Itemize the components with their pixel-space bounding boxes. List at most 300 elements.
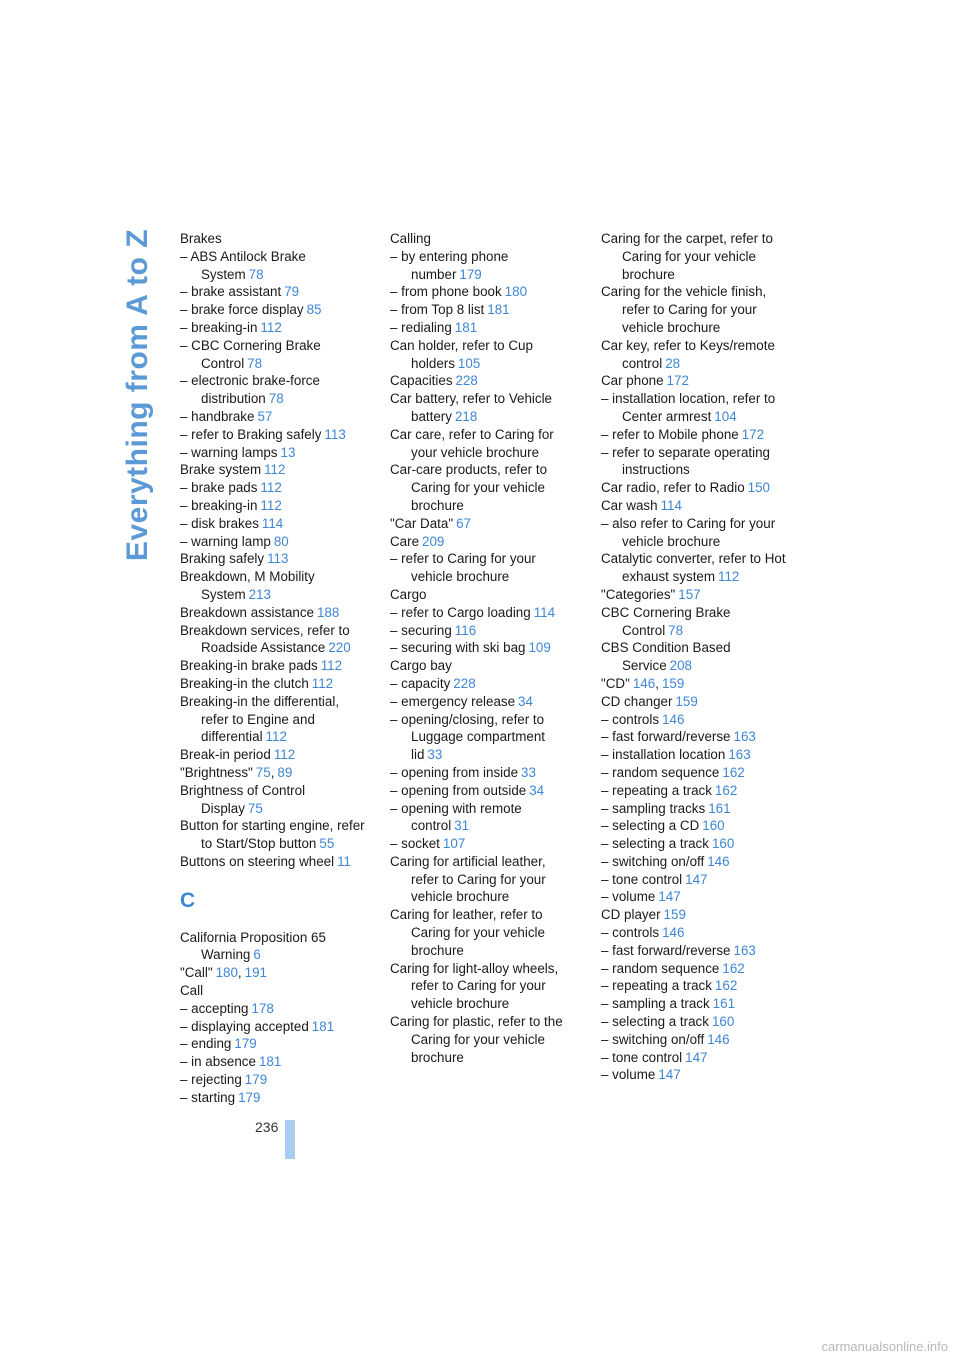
page-reference-link[interactable]: 228: [455, 373, 478, 389]
index-entry-text: – sampling tracks: [601, 800, 706, 816]
page-reference-link[interactable]: 159: [663, 907, 686, 923]
index-entry: [390, 800, 576, 836]
page-reference-link[interactable]: 55: [319, 836, 335, 852]
index-entry-text: – refer to Mobile phone: [601, 426, 739, 442]
index-entry-text: Car care, refer to Caring for your vehicle brochure: [390, 426, 554, 460]
index-entry: [390, 711, 576, 764]
index-entry-text: Call: [180, 983, 204, 999]
index-entry: [390, 372, 576, 390]
index-entry: [390, 764, 576, 782]
page-reference-link[interactable]: 79: [284, 284, 300, 300]
index-entry: [601, 942, 787, 960]
page-reference-link[interactable]: 114: [533, 604, 556, 620]
index-entry-text: Breakdown, M Mobility System: [180, 569, 315, 602]
index-entry: [180, 550, 366, 568]
page-reference-link[interactable]: 31: [454, 818, 470, 834]
index-entry: [180, 817, 366, 853]
index-entry-text: Breaking-in brake pads: [180, 658, 318, 674]
index-entry: [601, 230, 787, 283]
index-entry: [601, 746, 787, 764]
index-entry-text: – fast forward/reverse: [601, 729, 731, 745]
page-reference-link[interactable]: 209: [422, 533, 445, 549]
index-entry-text: – breaking-in: [180, 319, 258, 335]
index-entry: [180, 461, 366, 479]
index-entry: [601, 604, 787, 640]
index-column-1: [180, 230, 366, 1107]
index-entry-text: Car key, refer to Keys/remote control: [601, 337, 775, 371]
index-entry: [601, 1049, 787, 1067]
index-entry: [390, 533, 576, 551]
index-entry-text: – opening/closing, refer to Luggage compartment lid: [390, 711, 545, 763]
index-entry: [180, 479, 366, 497]
index-entry-text: Capacities: [390, 373, 453, 389]
index-entry: [601, 639, 787, 675]
index-entry: [390, 960, 576, 1013]
index-entry-text: – starting: [180, 1089, 236, 1105]
page-reference-link[interactable]: 107: [442, 836, 466, 852]
page-reference-link[interactable]: 179: [459, 266, 482, 282]
index-entry-text: – handbrake: [180, 408, 255, 424]
page-reference-link[interactable]: 179: [234, 1036, 257, 1052]
index-entry-text: – by entering phone number: [390, 248, 509, 282]
page-reference-link[interactable]: 162: [714, 978, 738, 994]
page-ref-separator: ,: [237, 965, 242, 981]
index-entry: [180, 853, 366, 871]
page-reference-link[interactable]: 89: [277, 764, 293, 780]
page-reference-link[interactable]: 147: [658, 1067, 681, 1083]
index-entry: [180, 319, 366, 337]
page-reference-link[interactable]: 146: [632, 675, 656, 691]
index-entry: [601, 1013, 787, 1031]
page-reference-link[interactable]: 146: [662, 925, 685, 941]
page-reference-link[interactable]: 159: [675, 693, 698, 709]
page-reference-link[interactable]: 6: [253, 947, 261, 963]
index-entry-text: Brightness of Control Display: [180, 782, 306, 816]
index-entry: [180, 1000, 366, 1018]
index-entry: [180, 693, 366, 746]
index-entry-text: – tone control: [601, 1049, 683, 1065]
index-entry-text: Buttons on steering wheel: [180, 853, 335, 869]
index-entry: [601, 497, 787, 515]
index-entry: [390, 657, 576, 675]
page-reference-link[interactable]: 78: [268, 391, 284, 407]
index-entry: [390, 426, 576, 462]
page-reference-link[interactable]: 78: [247, 355, 263, 371]
index-entry: [180, 515, 366, 533]
page-reference-link[interactable]: 188: [316, 604, 340, 620]
index-entry-text: – controls: [601, 925, 660, 941]
index-entry-text: Calling: [390, 231, 431, 246]
index-entry: [601, 711, 787, 729]
page-reference-link[interactable]: 180: [215, 965, 238, 981]
index-entry-text: CD changer: [601, 693, 673, 709]
index-entry-text: – refer to Caring for your vehicle brochure: [390, 551, 536, 585]
page-reference-link[interactable]: 181: [487, 302, 510, 318]
index-entry: [180, 929, 366, 965]
index-entry: [180, 964, 366, 982]
index-entry-text: "Brightness": [180, 764, 253, 780]
index-entry-text: Breaking-in the differential, refer to Engine and differential: [180, 693, 340, 745]
page-ref-separator: ,: [655, 675, 659, 691]
index-entry-text: – CBC Cornering Brake Control: [180, 337, 321, 371]
page-reference-link[interactable]: 146: [707, 1031, 730, 1047]
page-reference-link[interactable]: 113: [324, 426, 346, 442]
page-reference-link[interactable]: 80: [273, 533, 289, 549]
index-entry: [601, 871, 787, 889]
page-reference-link[interactable]: 160: [711, 836, 735, 852]
index-entry-text: – rejecting: [180, 1072, 242, 1088]
index-entry: [601, 515, 787, 551]
index-entry-text: – controls: [601, 711, 660, 727]
index-entry-text: Cargo: [390, 586, 427, 602]
index-entry: [180, 782, 366, 818]
page-reference-link[interactable]: 104: [714, 408, 737, 424]
index-entry: [601, 283, 787, 336]
page-ref-separator: ,: [270, 764, 275, 780]
index-entry-text: – installation location: [601, 747, 726, 763]
page-reference-link[interactable]: 228: [453, 675, 476, 691]
index-entry-text: – from phone book: [390, 284, 502, 300]
index-entry-text: Cargo bay: [390, 658, 452, 674]
page-reference-link[interactable]: 78: [668, 622, 684, 638]
index-entry: [601, 853, 787, 871]
index-entry: [180, 622, 366, 658]
page-accent-bar: [285, 1120, 295, 1159]
index-entry-text: – securing with ski bag: [390, 640, 526, 656]
index-entry: [180, 426, 366, 444]
index-entry: [601, 924, 787, 942]
index-entry-text: Caring for plastic, refer to the Caring for your vehicle brochure: [390, 1014, 563, 1065]
index-entry: [390, 835, 576, 853]
index-entry-text: – selecting a track: [601, 1014, 709, 1030]
index-entry: [601, 426, 787, 444]
page-reference-link[interactable]: 78: [248, 266, 264, 282]
page-reference-link[interactable]: 11: [337, 853, 351, 869]
page-reference-link[interactable]: 113: [267, 551, 289, 567]
index-entry-text: CBS Condition Based Service: [601, 640, 731, 674]
page-reference-link[interactable]: 163: [728, 747, 751, 763]
index-entry-text: – switching on/off: [601, 853, 705, 869]
index-entry-text: Breakdown assistance: [180, 604, 314, 620]
page-reference-link[interactable]: 33: [521, 764, 536, 780]
index-entry: [180, 248, 366, 284]
page-reference-link[interactable]: 208: [669, 658, 692, 674]
page-reference-link[interactable]: 160: [711, 1014, 735, 1030]
index-entry: [390, 586, 576, 604]
index-entry-text: Caring for leather, refer to Caring for your vehicle brochure: [390, 907, 545, 958]
index-entry: [601, 835, 787, 853]
index-column-2: [390, 230, 576, 1066]
index-entry: [180, 604, 366, 622]
index-entry: [601, 782, 787, 800]
page-reference-link[interactable]: 112: [718, 569, 740, 585]
index-entry-text: CBC Cornering Brake Control: [601, 604, 731, 638]
index-entry-text: – from Top 8 list: [390, 302, 485, 318]
index-entry: [180, 1053, 366, 1071]
page-reference-link[interactable]: 109: [528, 640, 551, 656]
index-entry-text: Breaking-in the clutch: [180, 675, 309, 691]
index-entry: [601, 444, 787, 480]
index-entry: [180, 230, 366, 248]
watermark: carmanualsonline.info: [821, 1339, 948, 1354]
index-entry-text: – warning lamp: [180, 533, 271, 549]
index-entry: [601, 977, 787, 995]
index-entry-text: Braking safely: [180, 551, 265, 567]
index-entry-text: – redialing: [390, 319, 452, 335]
index-entry: [180, 1089, 366, 1107]
page-reference-link[interactable]: 112: [311, 675, 334, 691]
index-entry: [390, 301, 576, 319]
index-column-3: [601, 230, 787, 1084]
side-section-title-text: Everything from A to Z: [121, 228, 154, 562]
index-entry: [180, 283, 366, 301]
index-entry-text: – random sequence: [601, 764, 720, 780]
index-entry-text: CD player: [601, 907, 661, 923]
index-entry-text: – electronic brake-force distribution: [180, 373, 320, 407]
page-reference-link[interactable]: 172: [666, 373, 689, 389]
index-entry-text: Car-care products, refer to Caring for your vehicle brochure: [390, 462, 548, 513]
page-reference-link[interactable]: 159: [661, 675, 685, 691]
index-entry-text: – disk brakes: [180, 515, 259, 531]
index-entry: [390, 248, 576, 284]
index-entry-text: Can holder, refer to Cup holders: [390, 337, 533, 371]
index-entry-text: Care: [390, 533, 420, 549]
page-reference-link[interactable]: 33: [427, 747, 443, 763]
page-reference-link[interactable]: 34: [518, 693, 533, 709]
page-reference-link[interactable]: 178: [251, 1000, 274, 1016]
page-reference-link[interactable]: 180: [504, 284, 528, 300]
index-entry: [180, 1018, 366, 1036]
index-entry-text: – breaking-in: [180, 497, 258, 513]
index-entry: [390, 390, 576, 426]
index-entry: [601, 800, 787, 818]
index-entry: [390, 283, 576, 301]
page-reference-link[interactable]: 213: [248, 586, 271, 602]
index-entry-text: – ABS Antilock Brake System: [180, 248, 306, 282]
index-entry: [601, 390, 787, 426]
index-entry-text: – random sequence: [601, 960, 720, 976]
page-reference-link[interactable]: 181: [258, 1054, 282, 1070]
index-entry-text: Brakes: [180, 231, 222, 246]
index-entry: [601, 675, 787, 693]
page-reference-link[interactable]: 112: [260, 319, 282, 335]
page-reference-link[interactable]: 75: [247, 800, 263, 816]
index-entry-text: – accepting: [180, 1000, 249, 1016]
page-reference-link[interactable]: 75: [255, 764, 271, 780]
index-entry: [390, 550, 576, 586]
index-entry: [390, 337, 576, 373]
index-entry: [390, 782, 576, 800]
page-reference-link[interactable]: 28: [665, 355, 681, 371]
index-entry-text: Caring for light-alloy wheels, refer to Caring for your vehicle brochure: [390, 960, 559, 1012]
index-entry-text: – brake force display: [180, 302, 304, 318]
page-reference-link[interactable]: 157: [678, 586, 701, 602]
index-entry: [390, 230, 576, 248]
index-entry: [180, 568, 366, 604]
index-entry: [180, 301, 366, 319]
index-entry-text: – installation location, refer to Center armrest: [601, 391, 776, 424]
page-reference-link[interactable]: 146: [707, 853, 730, 869]
index-entry-text: Breakdown services, refer to Roadside Assistance: [180, 622, 350, 656]
page-reference-link[interactable]: 147: [685, 871, 708, 887]
index-entry: [390, 693, 576, 711]
index-entry-text: – opening from outside: [390, 782, 527, 798]
page-reference-link[interactable]: 179: [238, 1089, 261, 1105]
page-reference-link[interactable]: 172: [741, 426, 765, 442]
index-entry: [180, 1035, 366, 1053]
index-entry: [180, 982, 366, 1000]
index-entry: [180, 533, 366, 551]
page-reference-link[interactable]: 161: [712, 996, 736, 1012]
page-reference-link[interactable]: 112: [320, 658, 343, 674]
index-entry-text: – repeating a track: [601, 782, 712, 798]
index-entry: [601, 372, 787, 390]
page-reference-link[interactable]: 114: [660, 497, 682, 513]
index-entry: [601, 550, 787, 586]
page-reference-link[interactable]: 85: [306, 302, 322, 318]
page-reference-link[interactable]: 147: [685, 1049, 708, 1065]
index-entry: [601, 1031, 787, 1049]
page-reference-link[interactable]: 163: [733, 729, 756, 745]
index-entry-text: – opening with remote control: [390, 800, 522, 834]
index-entry: [180, 497, 366, 515]
page-number: 236: [255, 1119, 279, 1135]
index-entry: [601, 728, 787, 746]
index-entry: [180, 408, 366, 426]
index-entry-text: – volume: [601, 1067, 656, 1083]
page-reference-link[interactable]: 162: [714, 782, 738, 798]
page-reference-link[interactable]: 181: [311, 1018, 335, 1034]
index-entry: [390, 639, 576, 657]
index-entry-text: – volume: [601, 889, 656, 905]
section-letter-heading: C: [180, 888, 196, 912]
index-entry-text: – brake assistant: [180, 284, 282, 300]
index-entry: [601, 906, 787, 924]
index-entry: [601, 479, 787, 497]
page-reference-link[interactable]: 181: [454, 319, 478, 335]
page-reference-link[interactable]: 112: [273, 747, 296, 763]
index-entry-text: – warning lamps: [180, 444, 278, 460]
index-entry-text: – switching on/off: [601, 1031, 705, 1047]
index-entry: [390, 622, 576, 640]
index-entry: [180, 657, 366, 675]
index-entry-text: Button for starting engine, refer to Start/Stop button: [180, 818, 365, 852]
index-entry: [601, 888, 787, 906]
index-entry-text: – capacity: [390, 675, 451, 691]
page-reference-link[interactable]: 146: [662, 711, 685, 727]
index-entry-text: – refer to Cargo loading: [390, 604, 531, 620]
page-reference-link[interactable]: 150: [747, 480, 770, 496]
index-entry-text: – sampling a track: [601, 996, 710, 1012]
page-reference-link[interactable]: 162: [722, 764, 745, 780]
index-entry-text: Break-in period: [180, 747, 271, 763]
index-entry: [180, 337, 366, 373]
page-reference-link[interactable]: 105: [457, 355, 481, 371]
index-entry: [390, 906, 576, 959]
index-entry: [601, 586, 787, 604]
index-entry: [180, 675, 366, 693]
page-reference-link[interactable]: 160: [702, 818, 725, 834]
index-entry-text: – selecting a CD: [601, 818, 700, 834]
index-entry: [601, 693, 787, 711]
index-entry-text: "Car Data": [390, 515, 454, 531]
index-entry-text: Caring for the carpet, refer to Caring for your vehicle brochure: [601, 231, 773, 282]
page-reference-link[interactable]: 162: [722, 960, 745, 976]
index-entry: [601, 995, 787, 1013]
page-reference-link[interactable]: 13: [280, 444, 296, 460]
index-entry-text: Catalytic converter, refer to Hot exhaust system: [601, 551, 786, 585]
page-reference-link[interactable]: 67: [456, 515, 471, 531]
page-reference-link[interactable]: 191: [244, 965, 267, 981]
index-entry-text: – selecting a track: [601, 836, 709, 852]
page-reference-link[interactable]: 114: [261, 515, 284, 531]
index-entry-text: – repeating a track: [601, 978, 712, 994]
index-entry: [390, 1013, 576, 1066]
index-entry-text: – in absence: [180, 1054, 256, 1070]
index-entry-text: Car wash: [601, 497, 658, 513]
index-entry-text: "Categories": [601, 586, 676, 602]
page-reference-link[interactable]: 112: [260, 480, 282, 496]
page-reference-link[interactable]: 112: [264, 462, 286, 478]
page-reference-link[interactable]: 220: [328, 640, 351, 656]
index-entry-text: – emergency release: [390, 693, 516, 709]
index-entry-text: – fast forward/reverse: [601, 942, 731, 958]
index-entry-text: – also refer to Caring for your vehicle brochure: [601, 515, 776, 549]
index-entry-text: – securing: [390, 622, 452, 638]
index-entry: [180, 444, 366, 462]
index-entry: [390, 853, 576, 906]
index-entry-text: – ending: [180, 1036, 232, 1052]
index-entry-text: – displaying accepted: [180, 1018, 309, 1034]
index-entry: [601, 337, 787, 373]
index-entry: [601, 960, 787, 978]
page-reference-link[interactable]: 112: [265, 729, 287, 745]
index-entry-text: Car phone: [601, 373, 664, 389]
index-entry: [601, 1066, 787, 1084]
page-reference-link[interactable]: 147: [658, 889, 681, 905]
index-entry-text: Brake system: [180, 462, 262, 478]
index-entry-text: – opening from inside: [390, 764, 519, 780]
index-entry-text: – refer to separate operating instructions: [601, 444, 770, 478]
page-reference-link[interactable]: 112: [260, 497, 282, 513]
page-reference-link[interactable]: 57: [257, 408, 273, 424]
index-entry-text: Caring for the vehicle finish, refer to Caring for your vehicle brochure: [601, 284, 767, 335]
page-reference-link[interactable]: 218: [454, 408, 478, 424]
index-entry-text: – tone control: [601, 871, 683, 887]
page-reference-link[interactable]: 116: [454, 622, 477, 638]
index-entry: [601, 817, 787, 835]
side-section-title: [120, 230, 156, 560]
index-entry-text: – brake pads: [180, 480, 258, 496]
index-entry: [390, 515, 576, 533]
index-entry: [390, 675, 576, 693]
index-entry: [180, 372, 366, 408]
index-entry: [180, 1071, 366, 1089]
index-entry-text: California Proposition 65 Warning: [180, 929, 326, 963]
page-reference-link[interactable]: 161: [708, 800, 731, 816]
index-entry-text: – socket: [390, 836, 440, 852]
page-reference-link[interactable]: 34: [529, 782, 545, 798]
index-entry: [180, 746, 366, 764]
index-entry-text: Caring for artificial leather, refer to Caring for your vehicle brochure: [390, 853, 546, 905]
index-entry-text: "CD": [601, 675, 630, 691]
page-reference-link[interactable]: 163: [733, 942, 756, 958]
index-entry-text: Car radio, refer to Radio: [601, 480, 745, 496]
index-entry: [180, 764, 366, 782]
page-reference-link[interactable]: 179: [244, 1072, 268, 1088]
index-entry-text: Car battery, refer to Vehicle battery: [390, 391, 553, 424]
index-entry: [390, 461, 576, 514]
